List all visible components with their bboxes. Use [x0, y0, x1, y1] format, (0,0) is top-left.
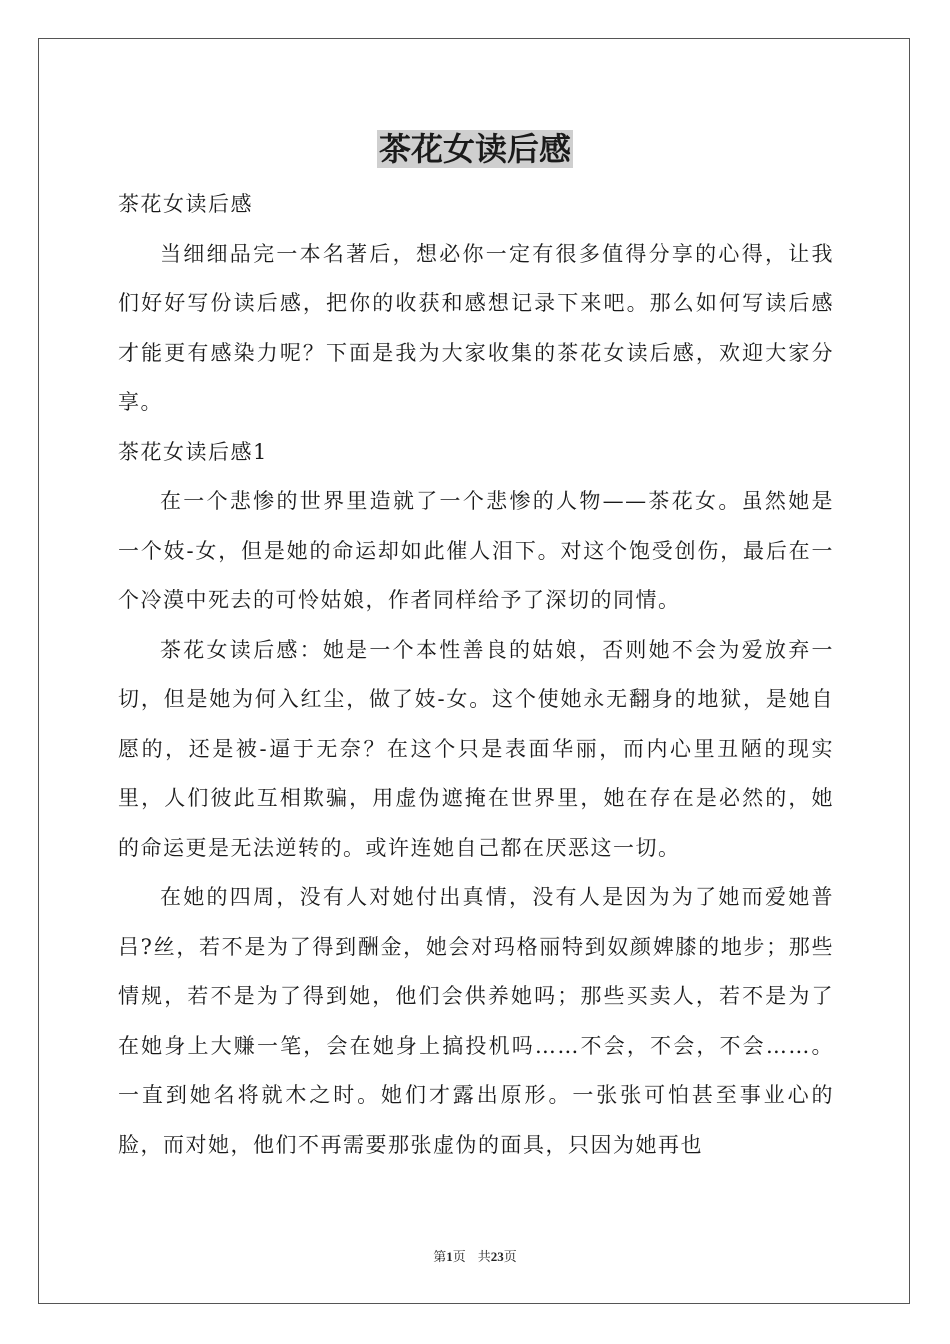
body-paragraph: 在一个悲惨的世界里造就了一个悲惨的人物——茶花女。虽然她是一个妓-女，但是她的命运却如此催人泪下。对这个饱受创伤，最后在一个冷漠中死去的可怜姑娘，作者同样给予了深切的同情。: [118, 489, 834, 612]
section-heading: 茶花女读后感1: [118, 439, 268, 464]
total-pages: 23: [490, 1249, 504, 1264]
document-title: [0, 126, 950, 172]
total-prefix: 共: [477, 1249, 491, 1264]
intro-paragraph: 当细细品完一本名著后，想必你一定有很多值得分享的心得，让我们好好写份读后感，把你的收获和感想记录下来吧。那么如何写读后感才能更有感染力呢？下面是我为大家收集的茶花女读后感，欢迎大家分享。: [118, 241, 834, 414]
page-footer: [0, 1248, 950, 1266]
page-unit: 页: [452, 1249, 466, 1264]
page-number: 1: [446, 1249, 453, 1264]
body-paragraph: 茶花女读后感：她是一个本性善良的姑娘，否则她不会为爱放弃一切，但是她为何入红尘，做了妓-女。这个使她永无翻身的地狱，是她自愿的，还是被-逼于无奈？在这个只是表面华丽，而内心里丑陋的现实里，人们彼此互相欺骗，用虚伪遮掩在世界里，她在存在是必然的，她的命运更是无法逆转的。或许连她自己都在厌恶这一切。: [118, 637, 834, 860]
document-subtitle: 茶花女读后感: [118, 192, 253, 216]
body-paragraph: 在她的四周，没有人对她付出真情，没有人是因为为了她而爱她普吕?丝，若不是为了得到酬金，她会对玛格丽特到奴颜婢膝的地步；那些情规，若不是为了得到她，他们会供养她吗；那些买卖人，若不是为了在她身上大赚一笔，会在她身上搞投机吗……不会，不会，不会……。一直到她名将就木之时。她们才露出原形。一张张可怕甚至事业心的脸，而对她，他们不再需要那张虚伪的面具，只因为她再也: [118, 885, 834, 1157]
document-title-text: 茶花女读后感: [378, 130, 571, 168]
document-body: [118, 180, 834, 1170]
total-unit: 页: [503, 1249, 517, 1264]
page-prefix: 第: [433, 1249, 447, 1264]
